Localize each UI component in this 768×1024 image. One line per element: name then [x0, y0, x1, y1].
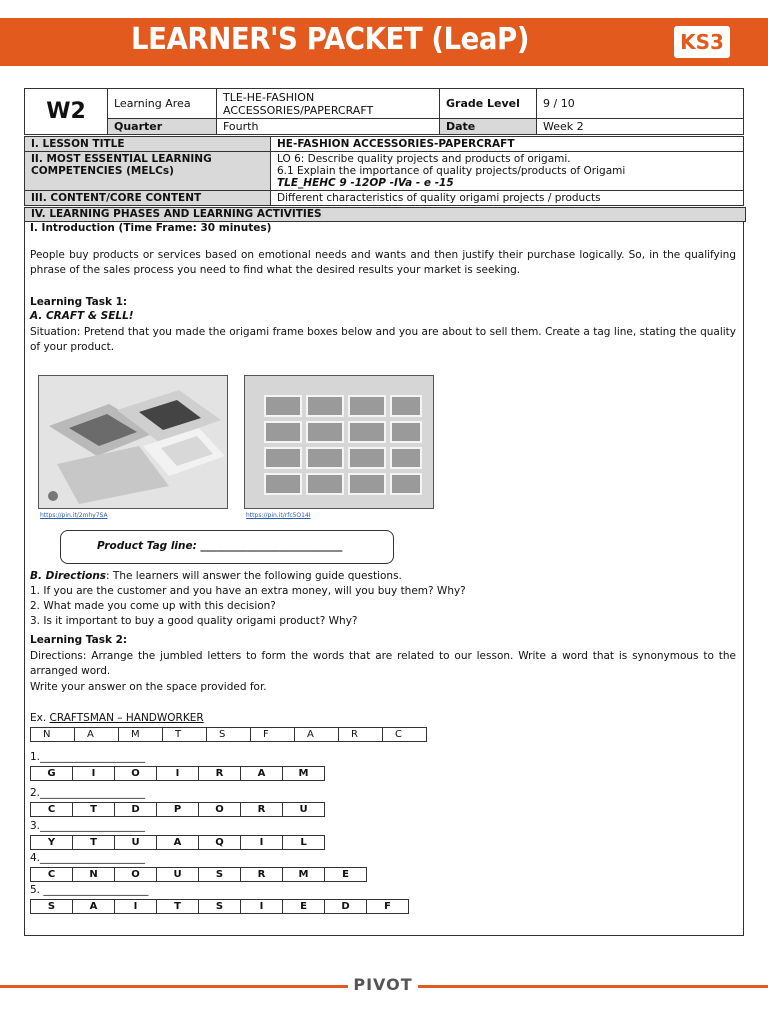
date-value: Week 2	[537, 119, 744, 135]
answer-blank-1[interactable]: 1.____________________	[30, 751, 146, 763]
letter-cell: Y	[31, 836, 73, 850]
example-line	[30, 711, 204, 726]
letter-cell: Q	[199, 836, 241, 850]
letter-cell: A	[295, 728, 339, 742]
letter-cell: S	[31, 900, 73, 914]
melc-label: II. MOST ESSENTIAL LEARNING COMPETENCIES (MELCs)	[25, 152, 271, 191]
letter-cell: I	[115, 900, 157, 914]
header-table	[24, 88, 744, 135]
answer-blank-3[interactable]: 3.____________________	[30, 820, 146, 832]
letter-cell: O	[199, 803, 241, 817]
origami-frames-illustration	[39, 376, 227, 508]
letter-cell: S	[207, 728, 251, 742]
letter-cell: T	[157, 900, 199, 914]
letter-cell: O	[115, 767, 157, 781]
letter-cell: R	[241, 868, 283, 882]
letter-cell: D	[325, 900, 367, 914]
letter-cell: I	[241, 900, 283, 914]
melc-line2: 6.1 Explain the importance of quality projects/products of Origami	[277, 165, 626, 177]
quarter-label: Quarter	[108, 119, 217, 135]
intro-paragraph: People buy products or services based on emotional needs and wants and then justify their purchase logically. So, in the qualifying phrase of the sales process you need to find what the desired results your market is seeking.	[30, 249, 736, 276]
task2-heading: Learning Task 2:	[30, 634, 128, 646]
letter-cell: T	[73, 836, 115, 850]
intro-heading: I. Introduction (Time Frame: 30 minutes)	[30, 222, 272, 234]
learning-phases-label: IV. LEARNING PHASES AND LEARNING ACTIVITIES	[24, 207, 746, 222]
photo2-link[interactable]: https://pin.it/rfc5O14I	[246, 512, 311, 519]
letter-cell: L	[283, 836, 325, 850]
letter-cell: E	[325, 868, 367, 882]
task1-situation: Situation: Pretend that you made the origami frame boxes below and you are about to sell them. Create a tag line, stating the quality of your product.	[30, 326, 736, 353]
lesson-title-value: HE-FASHION ACCESSORIES-PAPERCRAFT	[271, 137, 744, 152]
photo1-link[interactable]: https://pin.it/2mhy7SA	[40, 512, 108, 519]
letter-cell: G	[31, 767, 73, 781]
answer-blank-2[interactable]: 2.____________________	[30, 787, 146, 799]
letter-cell: U	[157, 868, 199, 882]
letter-cell: A	[73, 900, 115, 914]
letter-cell: R	[241, 803, 283, 817]
directions-b-text: : The learners will answer the following guide questions.	[106, 570, 402, 582]
letter-cell: U	[283, 803, 325, 817]
info-table	[24, 136, 744, 206]
letter-cell: C	[31, 868, 73, 882]
learning-area-label: Learning Area	[108, 89, 217, 119]
pivot-logo: PIVOT	[348, 975, 418, 997]
letter-cell: C	[31, 803, 73, 817]
letter-cell: T	[163, 728, 207, 742]
tagline-label: Product Tag line: ___________________________	[97, 540, 343, 552]
letter-cell: R	[199, 767, 241, 781]
jumbled-word-4	[30, 867, 367, 882]
answer-blank-4[interactable]: 4.____________________	[30, 852, 146, 864]
letter-cell: R	[339, 728, 383, 742]
origami-grid-illustration	[245, 376, 433, 508]
date-label: Date	[440, 119, 537, 135]
content-label: III. CONTENT/CORE CONTENT	[25, 191, 271, 206]
quarter-value: Fourth	[217, 119, 440, 135]
directions-b	[30, 569, 402, 584]
task1-subheading: A. CRAFT & SELL!	[30, 310, 134, 322]
letter-cell: M	[283, 767, 325, 781]
letter-cell: I	[157, 767, 199, 781]
example-prefix: Ex.	[30, 712, 50, 724]
learning-area-value: TLE-HE-FASHION ACCESSORIES/PAPERCRAFT	[217, 89, 440, 119]
letter-cell: A	[157, 836, 199, 850]
letter-cell: C	[383, 728, 427, 742]
directions-b-label: B. Directions	[30, 570, 107, 582]
banner-title: LEARNER'S PACKET (LeaP)	[130, 22, 529, 57]
letter-cell: T	[73, 803, 115, 817]
letter-cell: N	[73, 868, 115, 882]
jumbled-word-3	[30, 835, 325, 850]
letter-cell: E	[283, 900, 325, 914]
letter-cell: O	[115, 868, 157, 882]
task2-directions: Directions: Arrange the jumbled letters to form the words that are related to our lesson. Write a word that is synonymous to the arranged word.	[30, 650, 736, 677]
melc-line1: LO 6: Describe quality projects and products of origami.	[277, 153, 571, 165]
letter-cell: M	[283, 868, 325, 882]
lesson-title-label: I. LESSON TITLE	[25, 137, 271, 152]
task2-write: Write your answer on the space provided for.	[30, 681, 267, 693]
question-2: 2. What made you come up with this decision?	[30, 600, 276, 612]
jumbled-word-1	[30, 766, 325, 781]
letter-cell: P	[157, 803, 199, 817]
letter-cell: U	[115, 836, 157, 850]
letter-cell: I	[241, 836, 283, 850]
week-label: W2	[25, 89, 108, 135]
letter-cell: N	[31, 728, 75, 742]
origami-frames-photo	[38, 375, 228, 509]
example-letters	[30, 727, 427, 742]
letter-cell: A	[75, 728, 119, 742]
tagline-box	[60, 530, 394, 564]
melc-cell	[271, 152, 744, 191]
example-answer: CRAFTSMAN – HANDWORKER	[49, 712, 204, 724]
task1-heading: Learning Task 1:	[30, 296, 128, 308]
answer-blank-5[interactable]: 5. ____________________	[30, 884, 149, 896]
letter-cell: I	[73, 767, 115, 781]
letter-cell: M	[119, 728, 163, 742]
grade-level-value: 9 / 10	[537, 89, 744, 119]
letter-cell: D	[115, 803, 157, 817]
origami-grid-photo	[244, 375, 434, 509]
question-1: 1. If you are the customer and you have an extra money, will you buy them? Why?	[30, 585, 466, 597]
melc-code: TLE_HEHC 9 -12OP -IVa - e -15	[277, 177, 454, 189]
letter-cell: S	[199, 900, 241, 914]
letter-cell: S	[199, 868, 241, 882]
letter-cell: F	[251, 728, 295, 742]
jumbled-word-2	[30, 802, 325, 817]
question-3: 3. Is it important to buy a good quality origami product? Why?	[30, 615, 358, 627]
letter-cell: F	[367, 900, 409, 914]
grade-level-label: Grade Level	[440, 89, 537, 119]
jumbled-word-5	[30, 899, 409, 914]
ks3-badge: KS3	[674, 26, 730, 58]
letter-cell: A	[241, 767, 283, 781]
content-value: Different characteristics of quality origami projects / products	[271, 191, 744, 206]
banner	[0, 18, 768, 66]
